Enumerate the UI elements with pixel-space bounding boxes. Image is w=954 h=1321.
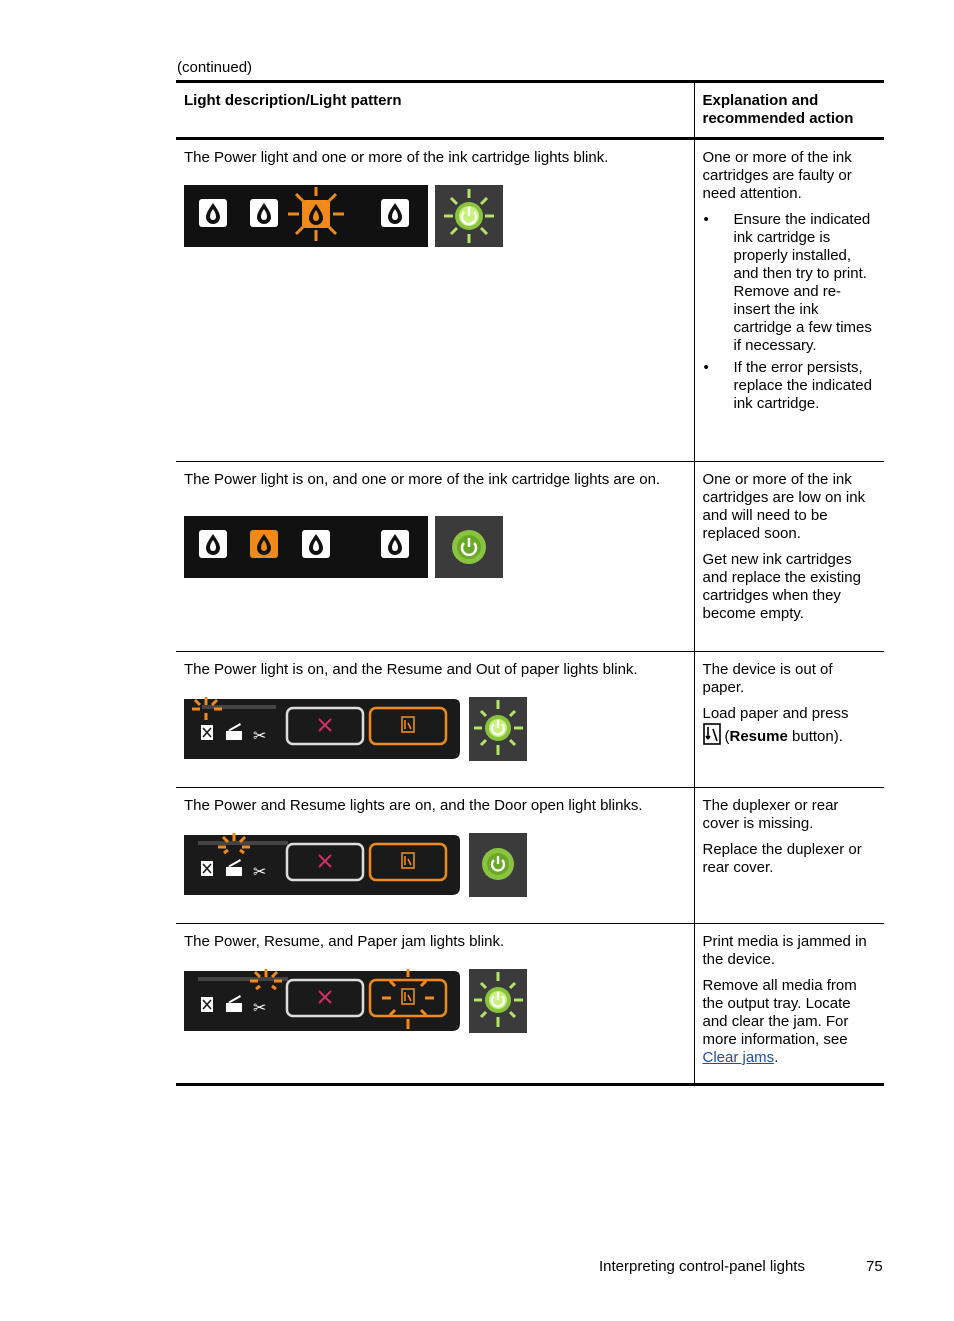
power-on-icon xyxy=(482,848,514,880)
action-text: Get new ink cartridges and replace the existing cartridges when they become empty. xyxy=(702,551,861,622)
paper-x-icon xyxy=(201,997,213,1012)
ink-drop-icon xyxy=(250,199,278,227)
resume-icon xyxy=(703,723,721,745)
header-explanation: Explanation and recommended action xyxy=(694,82,884,139)
action-text: Replace the duplexer or rear cover. xyxy=(702,841,862,876)
paper-jam-icon xyxy=(253,726,266,745)
remove-media-text xyxy=(703,977,877,1067)
light-description: The Power, Resume, and Paper jam lights blink. xyxy=(184,933,505,950)
door-open-panel xyxy=(184,831,528,897)
load-paper-text: Load paper and press xyxy=(702,705,849,722)
resume-label: Resume xyxy=(729,728,788,745)
header-light-description: Light description/Light pattern xyxy=(184,92,402,109)
ink-lights-blinking-panel xyxy=(184,184,504,248)
list-item: • If the error persists, replace the indicated ink cartridge. xyxy=(703,359,877,413)
light-description: The Power light is on, and one or more of the ink cartridge lights are on. xyxy=(184,471,661,488)
list-item: • Ensure the indicated ink cartridge is properly installed, and then try to print. Remove and re-insert the ink cartridge a few times if necessary. xyxy=(703,211,877,355)
clear-jams-link[interactable]: Clear jams xyxy=(702,1049,775,1066)
svg-text:✂: ✂ xyxy=(253,862,267,881)
resume-paren-open: ( xyxy=(724,728,730,745)
light-description: The Power light is on, and the Resume and Out of paper lights blink. xyxy=(184,661,638,678)
table-row xyxy=(176,139,884,462)
action-bullet-list xyxy=(703,211,877,413)
light-description: The Power and Resume lights are on, and the Door open light blinks. xyxy=(184,797,643,814)
resume-suffix: button). xyxy=(787,728,843,745)
paper-jam-panel xyxy=(184,967,528,1033)
paper-x-icon xyxy=(201,861,213,876)
ink-drop-lit-icon xyxy=(250,530,278,558)
svg-text:✂: ✂ xyxy=(253,726,267,745)
resume-instruction xyxy=(703,705,877,746)
action-text: One or more of the ink cartridges are faulty or need attention. xyxy=(702,149,852,202)
paper-jam-icon xyxy=(253,862,266,881)
table-row xyxy=(176,788,884,924)
continued-label: (continued) xyxy=(177,59,253,76)
light-description: The Power light and one or more of the ink cartridge lights blink. xyxy=(184,149,609,166)
remove-media-instruction: Remove all media from the output tray. Locate and clear the jam. For more information, see xyxy=(702,977,857,1048)
ink-drop-blinking-icon xyxy=(288,187,344,241)
page-number: 75 xyxy=(866,1258,883,1275)
power-on-icon xyxy=(452,530,486,564)
svg-text:✂: ✂ xyxy=(253,998,267,1017)
table-row xyxy=(176,652,884,788)
paper-jam-icon xyxy=(253,998,266,1017)
action-text: One or more of the ink cartridges are low on ink and will need to be replaced soon. xyxy=(702,471,866,542)
resume-button-blinking xyxy=(370,980,446,1016)
out-of-paper-panel xyxy=(184,695,528,761)
ink-drop-icon xyxy=(381,530,409,558)
resume-button-on xyxy=(370,844,446,880)
resume-button-blinking xyxy=(370,708,446,744)
ink-light-on-panel xyxy=(184,515,504,579)
ink-drop-icon xyxy=(381,199,409,227)
table-row xyxy=(176,462,884,652)
action-text: Print media is jammed in the device. xyxy=(702,933,867,968)
remove-media-suffix: . xyxy=(774,1049,779,1066)
action-text: The duplexer or rear cover is missing. xyxy=(702,797,839,832)
ink-drop-icon xyxy=(302,530,330,558)
action-text: The device is out of paper. xyxy=(702,661,833,696)
ink-drop-icon xyxy=(199,199,227,227)
footer-section-title: Interpreting control-panel lights xyxy=(599,1258,805,1275)
paper-x-icon xyxy=(201,725,213,740)
control-panel-lights-table xyxy=(176,80,884,1086)
table-header-row xyxy=(176,82,884,139)
ink-drop-icon xyxy=(199,530,227,558)
table-row xyxy=(176,924,884,1085)
